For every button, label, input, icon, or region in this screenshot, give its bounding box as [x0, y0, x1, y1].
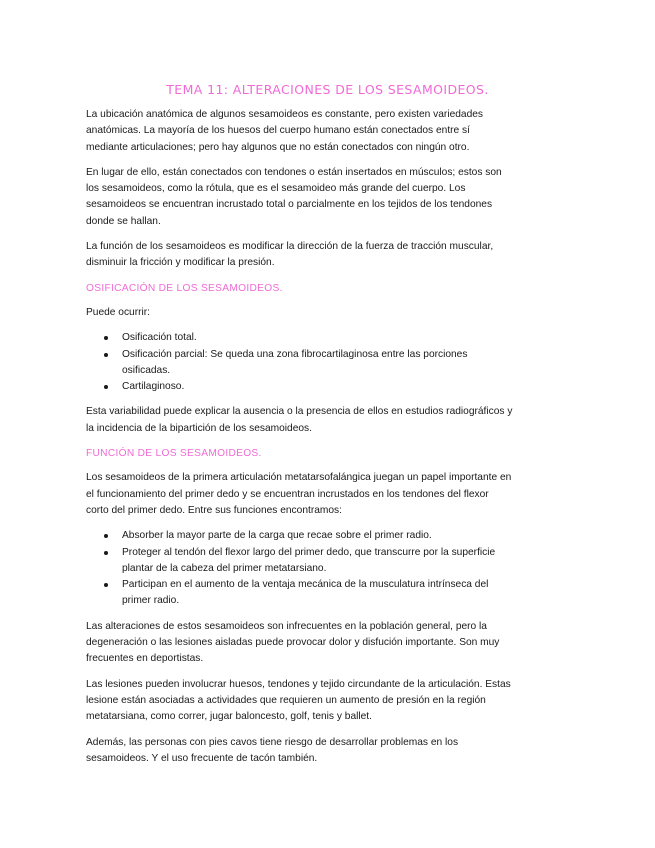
list-ossification [86, 330, 514, 395]
heading-function: FUNCIÓN DE LOS SESAMOIDEOS. [86, 448, 262, 460]
paragraph-intro: La ubicación anatómica de algunos sesamoideos es constante, pero existen variedades anatómicas. La mayoría de los huesos del cuerpo humano están conectados entre sí mediante articulaciones; pero hay algunos que no están conectados con ningún otro. [86, 109, 483, 153]
list-item: Cartilaginoso. [122, 379, 514, 395]
paragraph-variability: Esta variabilidad puede explicar la ausencia o la presencia de ellos en estudios radiográficos y la incidencia de la bipartición de los sesamoideos. [86, 406, 513, 434]
heading-ossification: OSIFICACIÓN DE LOS SESAMOIDEOS. [86, 282, 283, 294]
document-body [86, 107, 514, 776]
list-functions [86, 528, 514, 609]
paragraph-can-occur: Puede ocurrir: [86, 306, 150, 318]
list-item: Participan en el aumento de la ventaja mecánica de la musculatura intrínseca del primer radio. [122, 577, 514, 610]
document-title: TEMA 11: ALTERACIONES DE LOS SESAMOIDEOS. [166, 82, 489, 98]
paragraph-first-joint: Los sesamoideos de la primera articulación metatarsofalángica juegan un papel importante en el funcionamiento del primer dedo y se encuentran incrustados en los tendones del flexor corto del primer dedo. Entre sus funciones encontramos: [86, 472, 512, 516]
list-item: Osificación total. [122, 330, 514, 346]
list-item: Osificación parcial: Se queda una zona fibrocartilaginosa entre las porciones osificadas. [122, 347, 514, 380]
list-item: Proteger al tendón del flexor largo del primer dedo, que transcurre por la superficie plantar de la cabeza del primer metatarsiano. [122, 545, 514, 578]
paragraph-function-summary: La función de los sesamoideos es modificar la dirección de la fuerza de tracción muscular, disminuir la fricción y modificar la presión. [86, 241, 494, 269]
paragraph-risk: Además, las personas con pies cavos tiene riesgo de desarrollar problemas en los sesamoideos. Y el uso frecuente de tacón también. [86, 736, 459, 764]
paragraph-injuries: Las lesiones pueden involucrar huesos, tendones y tejido circundante de la articulación. Estas lesione están asociadas a actividades que requieren un aumento de presión en la región metatarsiana, como correr, jugar baloncesto, golf, tenis y ballet. [86, 678, 511, 723]
paragraph-alterations: Las alteraciones de estos sesamoideos son infrecuentes en la población general, pero la degeneración o las lesiones aisladas puede provocar dolor y disfución importante. Son muy frecuentes en deportistas. [86, 620, 500, 665]
list-item: Absorber la mayor parte de la carga que recae sobre el primer radio. [122, 528, 514, 544]
paragraph-tendons: En lugar de ello, están conectados con tendones o están insertados en músculos; estos son los sesamoideos, como la rótula, que es el sesamoideo más grande del cuerpo. Los sesamoideos se encuentran incrustado total o parcialmente en los tejidos de los tendones donde se hallan. [86, 166, 502, 227]
